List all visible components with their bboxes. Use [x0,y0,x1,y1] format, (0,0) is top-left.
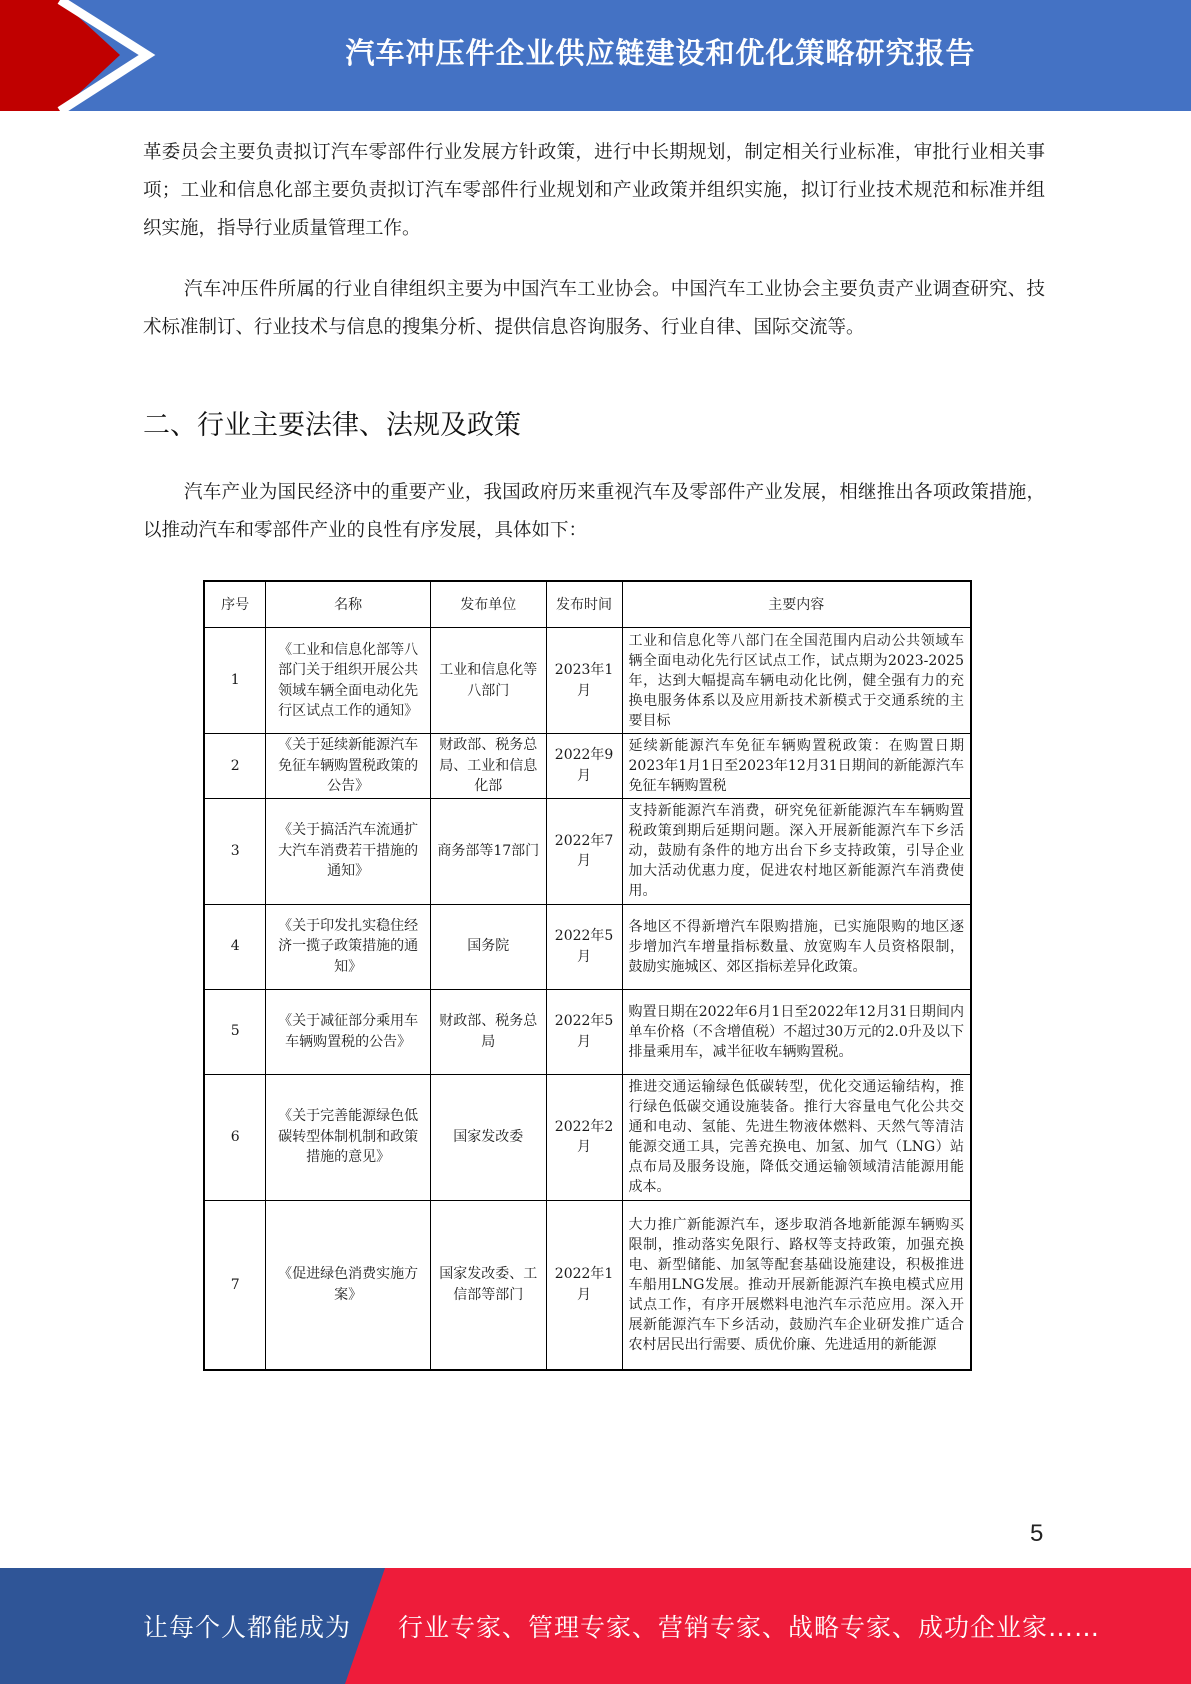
table-row [204,734,971,799]
header-no: 序号 [204,581,266,628]
row-date: 2022年7月 [546,798,622,904]
policy-table [203,580,972,1371]
report-title: 汽车冲压件企业供应链建设和优化策略研究报告 [345,36,976,70]
header-content: 主要内容 [622,581,971,628]
row-policy-name: 《关于印发扎实稳住经济一揽子政策措施的通知》 [266,904,431,989]
row-no: 1 [204,628,266,734]
table-row [204,798,971,904]
row-issuer: 国务院 [430,904,546,989]
header-date: 发布时间 [546,581,622,628]
row-no: 3 [204,798,266,904]
header-banner [0,0,1191,111]
row-content: 工业和信息化等八部门在全国范围内启动公共领域车辆全面电动化先行区试点工作，试点期为2023-2025年，达到大幅提高车辆电动化比例，健全强有力的充换电服务体系以及应用新技术新模式于交通系统的主要目标 [622,628,971,734]
row-date: 2022年2月 [546,1074,622,1200]
row-content: 大力推广新能源汽车，逐步取消各地新能源车辆购买限制，推动落实免限行、路权等支持政策，加强充换电、新型储能、加氢等配套基础设施建设，积极推进车船用LNG发展。推动开展新能源汽车换电模式应用试点工作，有序开展燃料电池汽车示范应用。深入开展新能源汽车下乡活动，鼓励汽车企业研发推广适合农村居民出行需要、质优价廉、先进适用的新能源 [622,1200,971,1370]
table-row [204,628,971,734]
row-no: 7 [204,1200,266,1370]
row-issuer: 国家发改委 [430,1074,546,1200]
row-issuer: 财政部、税务总局、工业和信息化部 [430,734,546,799]
row-content: 购置日期在2022年6月1日至2022年12月31日期间内单车价格（不含增值税）不超过30万元的2.0升及以下排量乘用车，减半征收车辆购置税。 [622,989,971,1074]
row-issuer: 工业和信息化等八部门 [430,628,546,734]
row-date: 2022年5月 [546,904,622,989]
table-row [204,904,971,989]
paragraph-2: 汽车冲压件所属的行业自律组织主要为中国汽车工业协会。中国汽车工业协会主要负责产业调查研究、技术标准制订、行业技术与信息的搜集分析、提供信息咨询服务、行业自律、国际交流等。 [143,279,1045,338]
row-date: 2023年1月 [546,628,622,734]
table-header-row [204,581,971,628]
row-content: 各地区不得新增汽车限购措施，已实施限购的地区逐步增加汽车增量指标数量、放宽购车人员资格限制，鼓励实施城区、郊区指标差异化政策。 [622,904,971,989]
row-no: 5 [204,989,266,1074]
row-issuer: 国家发改委、工信部等部门 [430,1200,546,1370]
footer-slogan-right: 行业专家、管理专家、营销专家、战略专家、成功企业家…… [398,1613,1101,1642]
row-date: 2022年9月 [546,734,622,799]
row-policy-name: 《促进绿色消费实施方案》 [266,1200,431,1370]
row-no: 4 [204,904,266,989]
paragraph-1: 革委员会主要负责拟订汽车零部件行业发展方针政策，进行中长期规划，制定相关行业标准，审批行业相关事项；工业和信息化部主要负责拟订汽车零部件行业规划和产业政策并组织实施，拟订行业技术规范和标准并组织实施，指导行业质量管理工作。 [143,142,1045,239]
header-name: 名称 [266,581,431,628]
row-policy-name: 《关于完善能源绿色低碳转型体制机制和政策措施的意见》 [266,1074,431,1200]
footer-slogan-left: 让每个人都能成为 [143,1613,352,1642]
row-no: 2 [204,734,266,799]
row-policy-name: 《关于搞活汽车流通扩大汽车消费若干措施的通知》 [266,798,431,904]
row-issuer: 商务部等17部门 [430,798,546,904]
row-issuer: 财政部、税务总局 [430,989,546,1074]
row-policy-name: 《工业和信息化部等八部门关于组织开展公共领域车辆全面电动化先行区试点工作的通知》 [266,628,431,734]
footer-banner [0,1568,1191,1684]
section-heading: 二、行业主要法律、法规及政策 [143,410,521,441]
row-content: 推进交通运输绿色低碳转型，优化交通运输结构，推行绿色低碳交通设施装备。推行大容量电气化公共交通和电动、氢能、先进生物液体燃料、天然气等清洁能源交通工具，完善充换电、加氢、加气（LNG）站点布局及服务设施，降低交通运输领域清洁能源用能成本。 [622,1074,971,1200]
paragraph-3: 汽车产业为国民经济中的重要产业，我国政府历来重视汽车及零部件产业发展，相继推出各项政策措施，以推动汽车和零部件产业的良性有序发展，具体如下： [143,482,1045,541]
row-date: 2022年5月 [546,989,622,1074]
header-issuer: 发布单位 [430,581,546,628]
row-policy-name: 《关于减征部分乘用车车辆购置税的公告》 [266,989,431,1074]
row-content: 延续新能源汽车免征车辆购置税政策：在购置日期2023年1月1日至2023年12月31日期间的新能源汽车免征车辆购置税 [622,734,971,799]
row-date: 2022年1月 [546,1200,622,1370]
row-no: 6 [204,1074,266,1200]
table-row [204,989,971,1074]
page-number: 5 [1030,1520,1044,1547]
row-policy-name: 《关于延续新能源汽车免征车辆购置税政策的公告》 [266,734,431,799]
table-row [204,1074,971,1200]
table-row [204,1200,971,1370]
row-content: 支持新能源汽车消费，研究免征新能源汽车车辆购置税政策到期后延期问题。深入开展新能源汽车下乡活动，鼓励有条件的地方出台下乡支持政策，引导企业加大活动优惠力度，促进农村地区新能源汽车消费使用。 [622,798,971,904]
